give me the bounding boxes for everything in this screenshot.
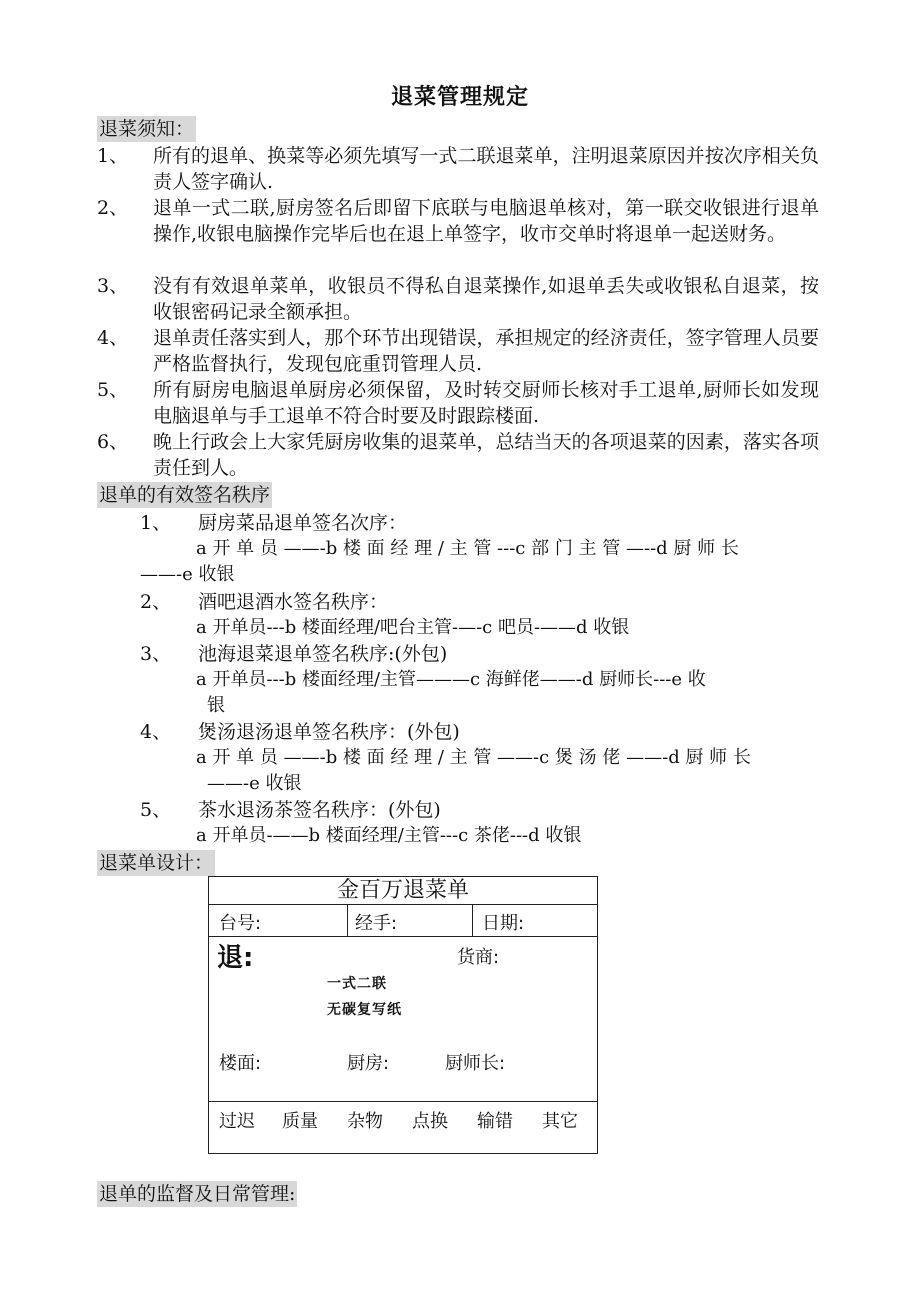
item-text: 没有有效退单菜单，收银员不得私自退菜操作,如退单丢失或收银私自退菜，按收银密码记录全额承担。: [153, 275, 819, 323]
item-text: 晚上行政会上大家凭厨房收集的退菜单，总结当天的各项退菜的因素，落实各项责任到人。: [153, 431, 819, 479]
item-number: 5、: [97, 379, 129, 401]
signature-sequence: a 开 单 员 ——-b 楼 面 经 理 / 主 管 ——-c 煲 汤 佬 ——-d 厨 师 长: [196, 747, 751, 768]
form-date: 日期:: [482, 913, 525, 934]
list-item: [97, 325, 827, 377]
list-item: [97, 273, 827, 325]
item-number: 1、: [97, 145, 129, 167]
item-number: 5、: [140, 799, 172, 821]
form-divider: [209, 1101, 597, 1102]
item-label: 茶水退汤茶签名秩序：(外包): [198, 799, 441, 821]
item-text: 退单一式二联,厨房签名后即留下底联与电脑退单核对，第一联交收银进行退单操作,收银电脑操作完毕后也在退上单签字，收市交单时将退单一起送财务。: [153, 197, 819, 245]
form-divider: [209, 904, 597, 905]
form-reason: 过迟: [219, 1111, 255, 1132]
item-label: 厨房菜品退单签名次序：: [198, 512, 408, 534]
item-number: 4、: [140, 721, 172, 743]
signature-sequence: a 开单员-——b 楼面经理/主管---c 茶佬---d 收银: [196, 825, 582, 846]
list-item: [97, 377, 827, 429]
list-item: [97, 143, 827, 195]
section-heading-form-design: 退菜单设计：: [99, 852, 214, 874]
form-return-label: 退:: [217, 943, 254, 973]
page-title: 退菜管理规定: [390, 84, 529, 110]
item-number: 1、: [140, 512, 172, 534]
form-title: 金百万退菜单: [336, 878, 469, 903]
item-number: 3、: [140, 643, 172, 665]
form-reason: 质量: [282, 1111, 318, 1132]
signature-sequence-cont: ——-e 收银: [140, 564, 235, 585]
item-label: 煲汤退汤退单签名秩序：(外包): [198, 721, 460, 743]
item-number: 6、: [97, 431, 129, 453]
form-floor: 楼面:: [219, 1053, 262, 1074]
section-heading-supervision: 退单的监督及日常管理:: [99, 1183, 296, 1205]
item-text: 所有的退单、换菜等必须先填写一式二联退菜单，注明退菜原因并按次序相关负责人签字确认.: [153, 145, 819, 193]
form-kitchen: 厨房:: [347, 1053, 390, 1074]
item-number: 2、: [140, 591, 172, 613]
form-divider: [209, 936, 597, 937]
signature-sequence: a 开 单 员 ——-b 楼 面 经 理 / 主 管 ---c 部 门 主 管 —--d 厨 师 长: [196, 538, 739, 559]
form-divider: [472, 904, 473, 936]
section-heading-signature-order: 退单的有效签名秩序: [99, 484, 271, 506]
section-heading-return-notice: 退菜须知：: [99, 118, 195, 140]
form-divider: [347, 904, 348, 936]
item-number: 3、: [97, 275, 129, 297]
form-reason: 点换: [412, 1111, 448, 1132]
item-number: 2、: [97, 197, 129, 219]
item-text: 退单责任落实到人，那个环节出现错误，承担规定的经济责任，签字管理人员要严格监督执行，发现包庇重罚管理人员.: [153, 327, 819, 375]
item-text: 所有厨房电脑退单厨房必须保留，及时转交厨师长核对手工退单,厨师长如发现电脑退单与手工退单不符合时要及时跟踪楼面.: [153, 379, 819, 427]
form-table-no: 台号:: [219, 913, 262, 934]
form-paper-note: 无碳复写纸: [327, 1002, 402, 1018]
signature-sequence-cont: ——-e 收银: [207, 773, 302, 794]
form-reason: 杂物: [347, 1111, 383, 1132]
form-reason: 输错: [477, 1111, 513, 1132]
item-label: 酒吧退酒水签名秩序：: [198, 591, 389, 613]
form-copies-note: 一式二联: [327, 976, 387, 992]
return-form: [208, 876, 598, 1154]
signature-sequence: a 开单员---b 楼面经理/吧台主管-—-c 吧员-——d 收银: [196, 617, 630, 638]
form-handler: 经手:: [355, 913, 398, 934]
signature-sequence-cont: 银: [207, 695, 225, 716]
form-supplier: 货商:: [457, 947, 500, 968]
form-reason: 其它: [542, 1111, 578, 1132]
form-chef: 厨师长:: [445, 1053, 506, 1074]
list-item: [97, 429, 827, 481]
item-label: 池海退菜退单签名秩序:(外包): [198, 643, 448, 665]
list-item: [97, 195, 827, 273]
signature-sequence: a 开单员---b 楼面经理/主管———c 海鲜佬——-d 厨师长---e 收: [196, 669, 706, 690]
item-number: 4、: [97, 327, 129, 349]
